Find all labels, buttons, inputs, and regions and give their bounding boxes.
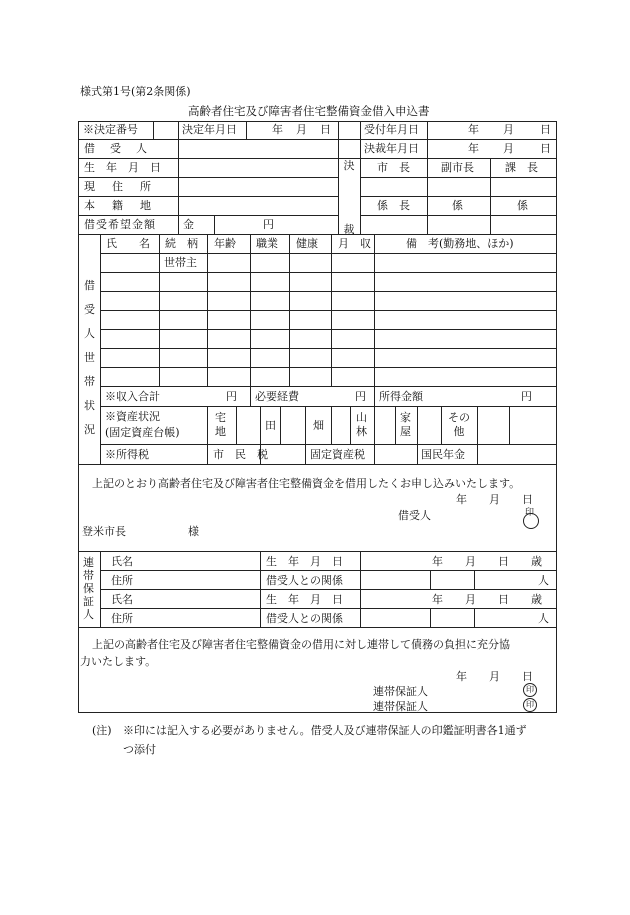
col-name: 氏 名	[106, 237, 150, 250]
addressee-sama: 様	[188, 525, 199, 538]
application-date: 年 月 日	[456, 493, 533, 506]
household-label: 借受人世帯状況	[84, 279, 95, 436]
received-month: 月	[503, 123, 514, 136]
guarantor2-relation-label: 借受人との関係	[266, 612, 343, 625]
income-total-yen: 円	[226, 390, 237, 403]
borrower-seal-text: 印	[525, 508, 535, 518]
borrower-label: 借 受 人	[84, 142, 149, 155]
guarantor1-sign-label: 連帯保証人	[373, 685, 428, 698]
col-occupation: 職業	[256, 237, 278, 250]
birth-date-label: 生 年 月 日	[84, 161, 161, 174]
necessary-expenses-label: 必要経費	[255, 390, 299, 403]
expenses-yen: 円	[355, 390, 366, 403]
house-label: 家屋	[400, 411, 411, 438]
guarantee-date: 年 月 日	[456, 670, 533, 683]
forest-label: 山林	[356, 411, 367, 438]
section-chief-label: 課 長	[505, 161, 538, 174]
approval-date-label: 決裁年月日	[364, 142, 419, 155]
decision-year: 年	[272, 123, 283, 136]
received-year: 年	[468, 123, 479, 136]
decision-date-label: 決定年月日	[182, 123, 237, 136]
application-statement: 上記のとおり高齢者住宅及び障害者住宅整備資金を借用したくお申し込みいたします。	[92, 477, 521, 490]
income-total-label: ※収入合計	[105, 390, 160, 403]
current-address-label: 現 住 所	[84, 180, 154, 193]
decision-number-label: ※決定番号	[83, 123, 138, 136]
guarantor1-date: 年 月 日 歳	[432, 555, 542, 568]
amount-yen: 円	[263, 218, 274, 231]
approval-month: 月	[503, 142, 514, 155]
guarantor1-birth-label: 生 年 月 日	[266, 555, 343, 568]
property-tax-label: 固定資産税	[310, 448, 365, 461]
approval-year: 年	[468, 142, 479, 155]
upland-field-label: 畑	[313, 419, 324, 432]
requested-amount-label: 借受希望金額	[84, 218, 156, 231]
amount-kin: 金	[183, 218, 194, 231]
head-of-household: 世帯主	[164, 256, 197, 269]
assets-sub-label: (固定資産台帳)	[105, 426, 180, 439]
note-line-2: つ添付	[123, 743, 156, 756]
approval-label: 決 裁	[343, 159, 377, 236]
form-title: 高齢者住宅及び障害者住宅整備資金借入申込書	[188, 104, 430, 118]
borrower-sign-label: 借受人	[398, 509, 431, 522]
guarantor2-name-label: 氏名	[111, 593, 133, 606]
registered-domicile-label: 本 籍 地	[84, 199, 154, 212]
borrower-seal-circle	[523, 513, 539, 529]
received-date-label: 受付年月日	[364, 123, 419, 136]
guarantor1-address-label: 住所	[111, 574, 133, 587]
received-day: 日	[540, 123, 551, 136]
col-relation: 続 柄	[165, 237, 198, 250]
income-tax-label: ※所得税	[105, 448, 149, 461]
col-health: 健康	[296, 237, 318, 250]
guarantee-statement-1: 上記の高齢者住宅及び障害者住宅整備資金の借用に対し連帯して債務の負担に充分協	[92, 638, 510, 651]
mayor-label: 市 長	[377, 161, 410, 174]
guarantor1-relation-label: 借受人との関係	[266, 574, 343, 587]
note-label: (注)	[92, 724, 112, 737]
col-remarks: 備 考(勤務地、ほか)	[406, 237, 514, 250]
guarantor2-sign-label: 連帯保証人	[373, 700, 428, 713]
vice-mayor-label: 副市長	[441, 161, 474, 174]
staff-label-1: 係	[452, 199, 463, 212]
decision-month: 月	[296, 123, 307, 136]
national-pension-label: 国民年金	[421, 448, 465, 461]
assets-label: ※資産状況	[105, 410, 160, 423]
guarantor1-nin: 人	[538, 574, 549, 587]
rice-field-label: 田	[265, 419, 276, 432]
subsection-chief-label: 係 長	[377, 199, 410, 212]
guarantor1-name-label: 氏名	[111, 555, 133, 568]
form-number: 様式第1号(第2条関係)	[80, 85, 191, 98]
other-label: その他	[448, 411, 470, 438]
guarantor1-seal: 印	[523, 683, 537, 697]
takuchi-label: 宅地	[215, 411, 226, 438]
guarantor2-nin: 人	[538, 612, 549, 625]
income-amount-label: 所得金額	[379, 390, 423, 403]
guarantor2-birth-label: 生 年 月 日	[266, 593, 343, 606]
col-monthly-income: 月 収	[338, 237, 371, 250]
guarantor2-seal: 印	[523, 698, 537, 712]
addressee: 登米市長	[82, 525, 126, 538]
note-line-1: ※印には記入する必要がありません。借受人及び連帯保証人の印鑑証明書各1通ず	[123, 724, 527, 737]
staff-label-2: 係	[517, 199, 528, 212]
approval-day: 日	[540, 142, 551, 155]
guarantee-statement-2: 力いたします。	[80, 655, 157, 668]
guarantor-label: 連帯保証人	[83, 556, 94, 621]
income-amount-yen: 円	[521, 390, 532, 403]
decision-day: 日	[320, 123, 331, 136]
municipal-tax-label: 市 民 税	[213, 448, 268, 461]
col-age: 年齢	[214, 237, 236, 250]
guarantor2-date: 年 月 日 歳	[432, 593, 542, 606]
guarantor2-address-label: 住所	[111, 612, 133, 625]
